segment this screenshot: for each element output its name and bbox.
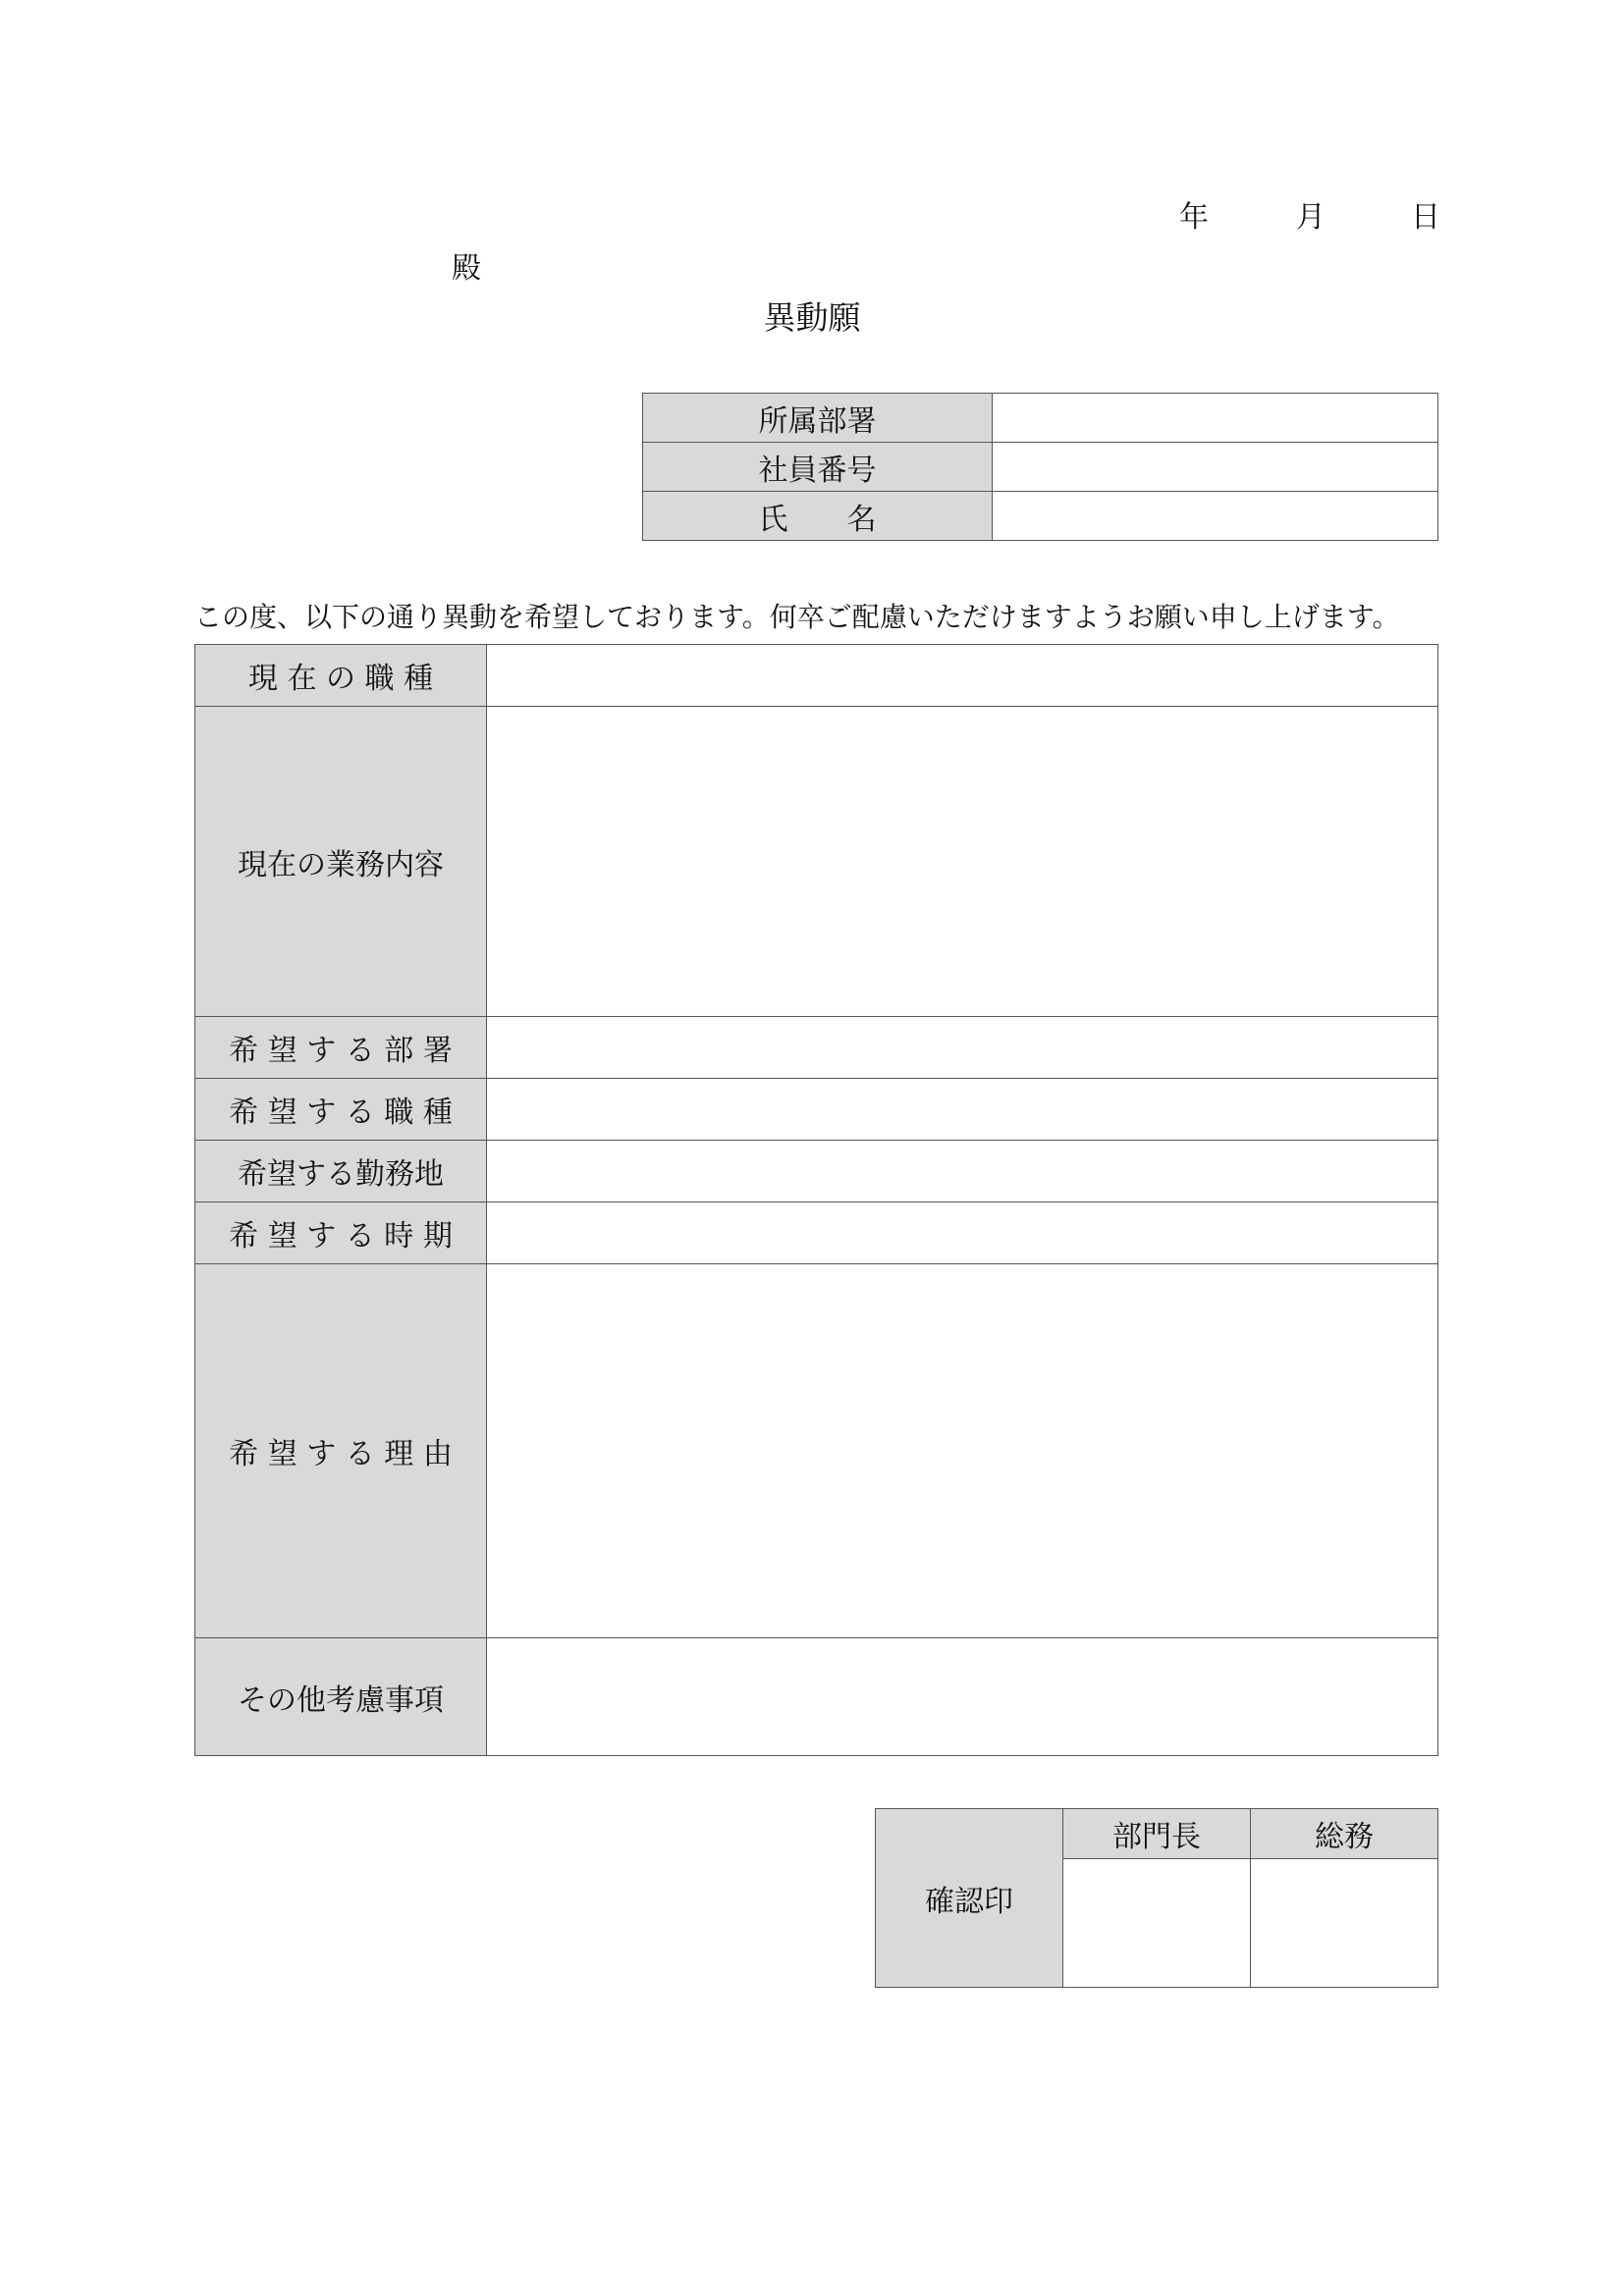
- department-head-stamp-area[interactable]: [1063, 1859, 1251, 1988]
- name-label: 氏 名: [643, 492, 993, 541]
- confirmation-stamp-label: 確認印: [876, 1809, 1063, 1988]
- date-month-label: 月: [1296, 200, 1326, 235]
- table-row: [195, 1141, 1438, 1202]
- general-affairs-label: 総務: [1251, 1809, 1438, 1859]
- current-job-type-field[interactable]: [487, 645, 1438, 707]
- current-duties-label: 現在の業務内容: [195, 707, 487, 1017]
- reason-label: 希 望 す る 理 由: [195, 1264, 487, 1638]
- table-row: [876, 1809, 1438, 1859]
- table-row: [195, 1017, 1438, 1079]
- table-row: [195, 1079, 1438, 1141]
- department-label: 所属部署: [643, 394, 993, 443]
- desired-work-location-label: 希望する勤務地: [195, 1141, 487, 1202]
- name-field[interactable]: [993, 492, 1438, 541]
- department-field[interactable]: [993, 394, 1438, 443]
- transfer-request-table: [194, 644, 1438, 1756]
- approval-stamp-table: [875, 1808, 1438, 1988]
- table-row: [195, 1264, 1438, 1638]
- table-row: [643, 443, 1438, 492]
- date-year-label: 年: [1179, 200, 1209, 235]
- document-title: 異動願: [763, 298, 861, 337]
- desired-job-type-field[interactable]: [487, 1079, 1438, 1141]
- desired-department-label: 希 望 す る 部 署: [195, 1017, 487, 1079]
- date-day-label: 日: [1411, 200, 1440, 235]
- table-row: [195, 1202, 1438, 1264]
- employee-number-label: 社員番号: [643, 443, 993, 492]
- table-row: [643, 394, 1438, 443]
- table-row: [643, 492, 1438, 541]
- desired-job-type-label: 希 望 す る 職 種: [195, 1079, 487, 1141]
- employee-number-field[interactable]: [993, 443, 1438, 492]
- current-duties-field[interactable]: [487, 707, 1438, 1017]
- desired-timing-label: 希 望 す る 時 期: [195, 1202, 487, 1264]
- table-row: [195, 645, 1438, 707]
- desired-timing-field[interactable]: [487, 1202, 1438, 1264]
- other-considerations-field[interactable]: [487, 1638, 1438, 1756]
- department-head-label: 部門長: [1063, 1809, 1251, 1859]
- table-row: [195, 707, 1438, 1017]
- general-affairs-stamp-area[interactable]: [1251, 1859, 1438, 1988]
- other-considerations-label: その他考慮事項: [195, 1638, 487, 1756]
- addressee-suffix: 殿: [452, 251, 481, 286]
- table-row: [195, 1638, 1438, 1756]
- desired-work-location-field[interactable]: [487, 1141, 1438, 1202]
- reason-field[interactable]: [487, 1264, 1438, 1638]
- intro-text: この度、以下の通り異動を希望しております。何卒ご配慮いただけますようお願い申し上げます。: [194, 601, 1400, 633]
- current-job-type-label: 現 在 の 職 種: [195, 645, 487, 707]
- applicant-info-table: [642, 393, 1438, 541]
- desired-department-field[interactable]: [487, 1017, 1438, 1079]
